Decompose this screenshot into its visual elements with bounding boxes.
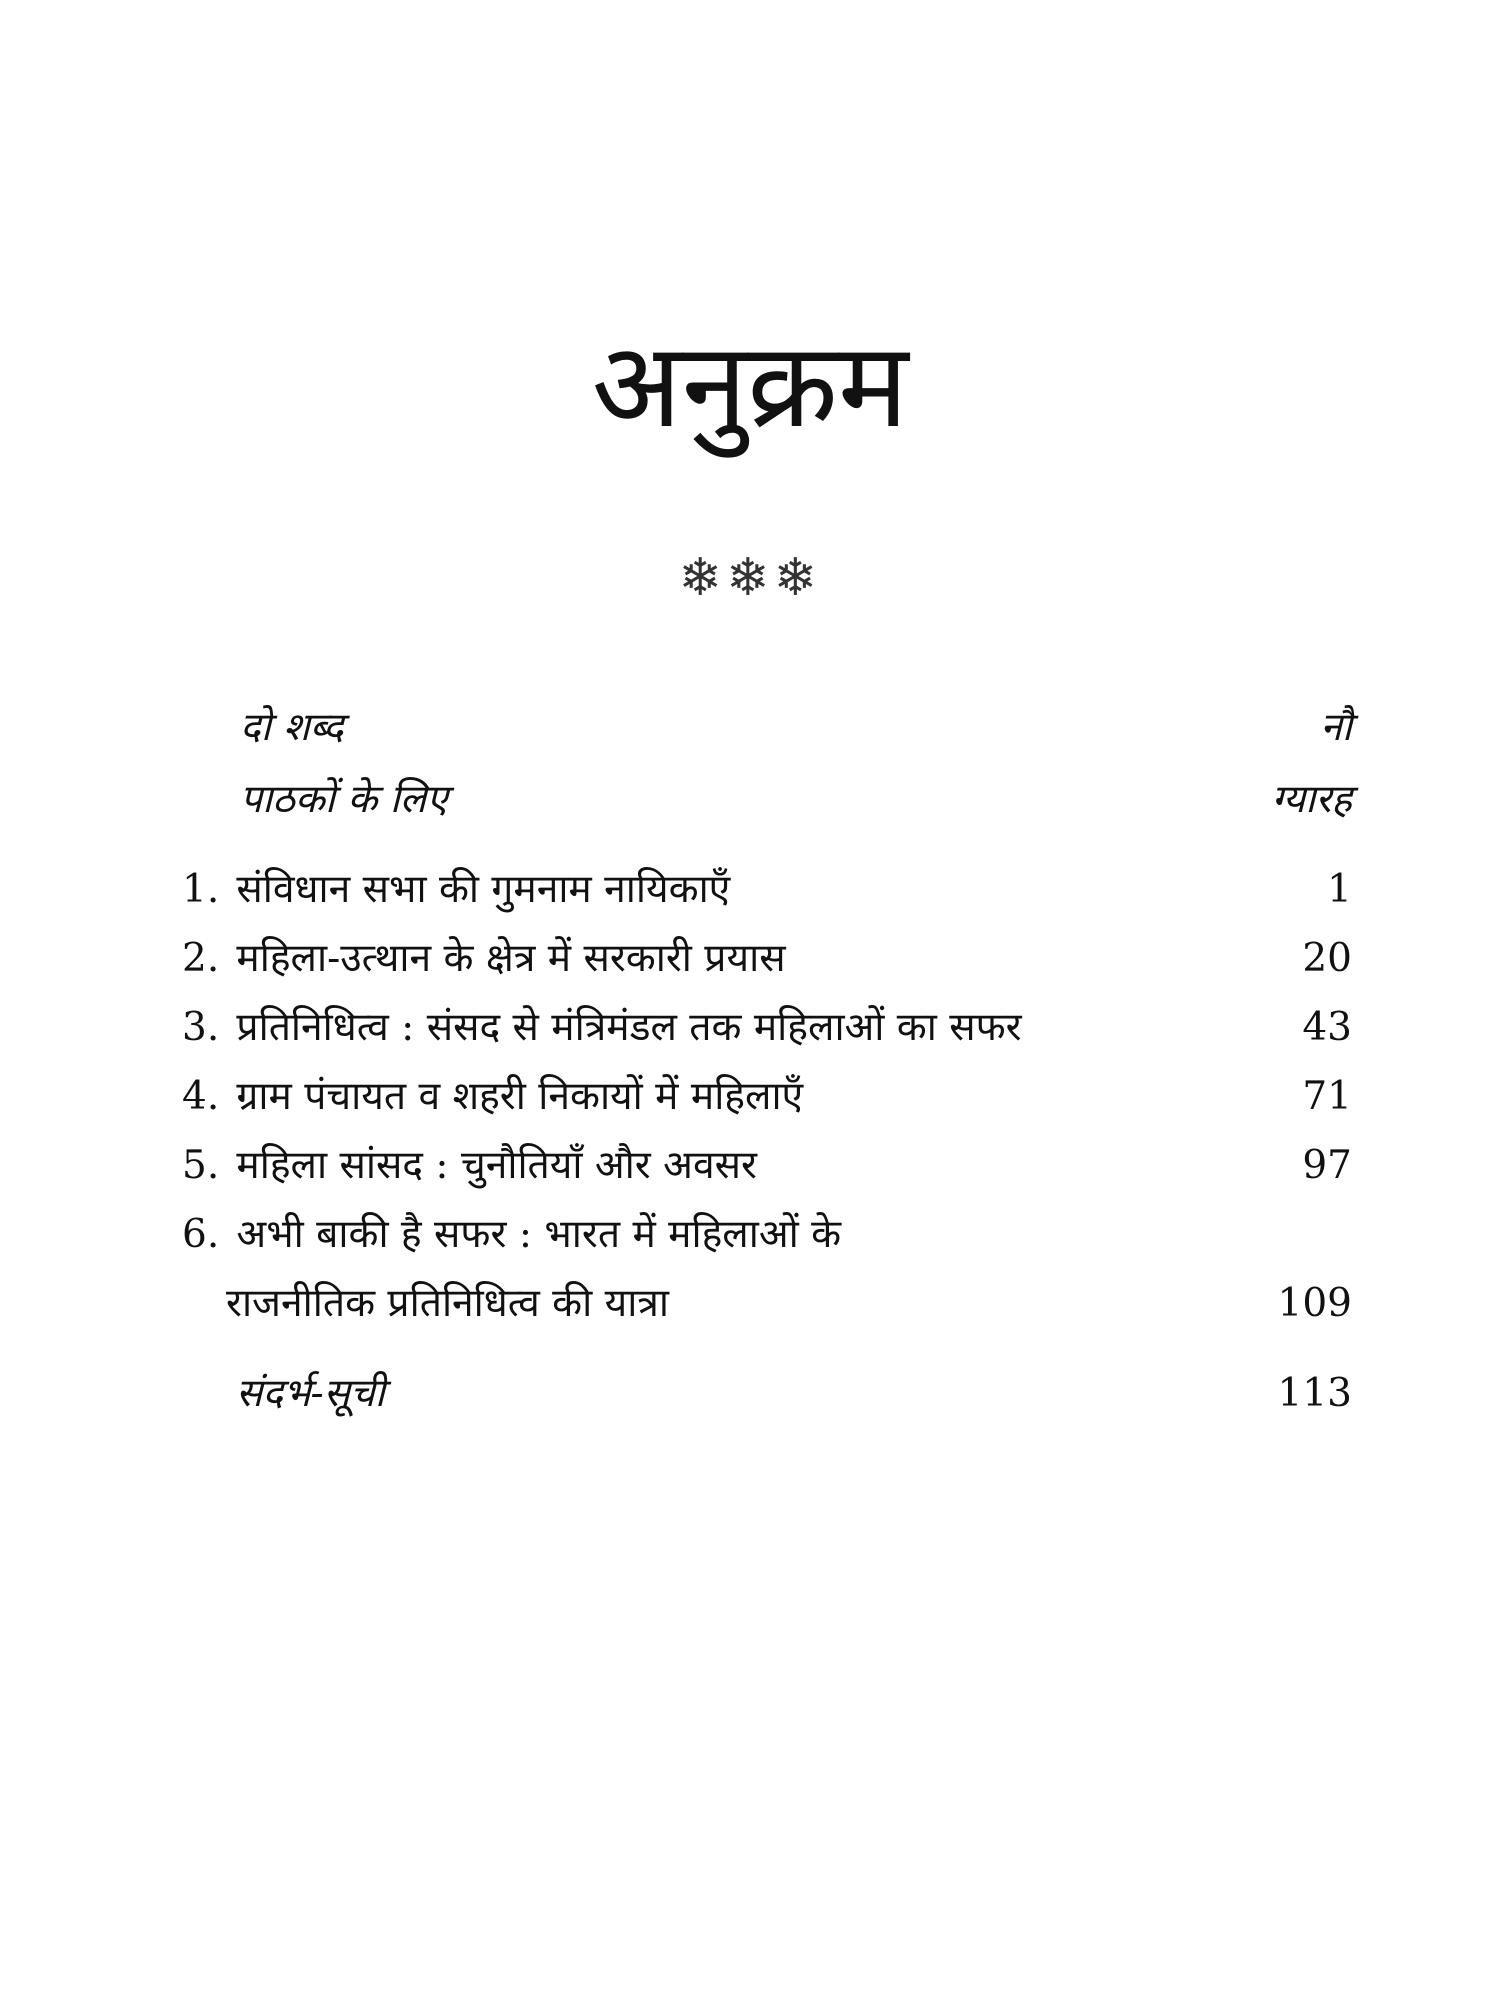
chapter-number: 4.: [182, 1074, 220, 1119]
toc-entry-chapter-4[interactable]: [0, 1069, 1500, 1125]
snowflake-ornament-icon: ❄❄❄: [678, 548, 822, 608]
toc-entry-chapter-3[interactable]: [0, 1000, 1500, 1056]
toc-entry-label: संदर्भ-सूची: [236, 1371, 385, 1416]
toc-entry-front-1[interactable]: [0, 700, 1500, 756]
chapter-title: ग्राम पंचायत व शहरी निकायों में महिलाएँ: [236, 1074, 804, 1119]
toc-entry-page: 113: [1277, 1371, 1352, 1416]
toc-entry-front-2[interactable]: [0, 772, 1500, 828]
chapter-number: 1.: [182, 867, 220, 912]
toc-entry-page: नौ: [1320, 705, 1352, 750]
chapter-title: प्रतिनिधित्व : संसद से मंत्रिमंडल तक महिलाओं का सफर: [236, 1005, 1022, 1050]
chapter-title-continued: राजनीतिक प्रतिनिधित्व की यात्रा: [226, 1281, 669, 1326]
chapter-title: अभी बाकी है सफर : भारत में महिलाओं के: [236, 1212, 842, 1257]
toc-entry-page: 71: [1302, 1074, 1352, 1119]
toc-entry-page: 1: [1327, 867, 1352, 912]
chapter-number: 2.: [182, 936, 220, 981]
toc-entry-chapter-1[interactable]: [0, 862, 1500, 918]
chapter-title: महिला-उत्थान के क्षेत्र में सरकारी प्रयास: [236, 936, 786, 981]
toc-entry-chapter-5[interactable]: [0, 1138, 1500, 1194]
chapter-number: 5.: [182, 1143, 220, 1188]
chapter-title: महिला सांसद : चुनौतियाँ और अवसर: [236, 1143, 757, 1188]
toc-entry-chapter-6[interactable]: [0, 1207, 1500, 1263]
toc-entry-label: दो शब्द: [240, 705, 344, 750]
toc-entry-back-1[interactable]: [0, 1366, 1500, 1422]
toc-entry-page: ग्यारह: [1271, 777, 1352, 822]
toc-entry-page: 43: [1302, 1005, 1352, 1050]
toc-entry-label: पाठकों के लिए: [240, 777, 448, 822]
page-title: अनुक्रम: [591, 316, 909, 454]
toc-entry-page: 20: [1302, 936, 1352, 981]
toc-entry-page: 109: [1277, 1281, 1352, 1326]
chapter-number: 6.: [182, 1212, 220, 1257]
toc-entry-page: 97: [1302, 1143, 1352, 1188]
toc-entry-chapter-6-continued[interactable]: [0, 1276, 1500, 1332]
toc-entry-chapter-2[interactable]: [0, 931, 1500, 987]
chapter-title: संविधान सभा की गुमनाम नायिकाएँ: [236, 867, 731, 912]
chapter-number: 3.: [182, 1005, 220, 1050]
